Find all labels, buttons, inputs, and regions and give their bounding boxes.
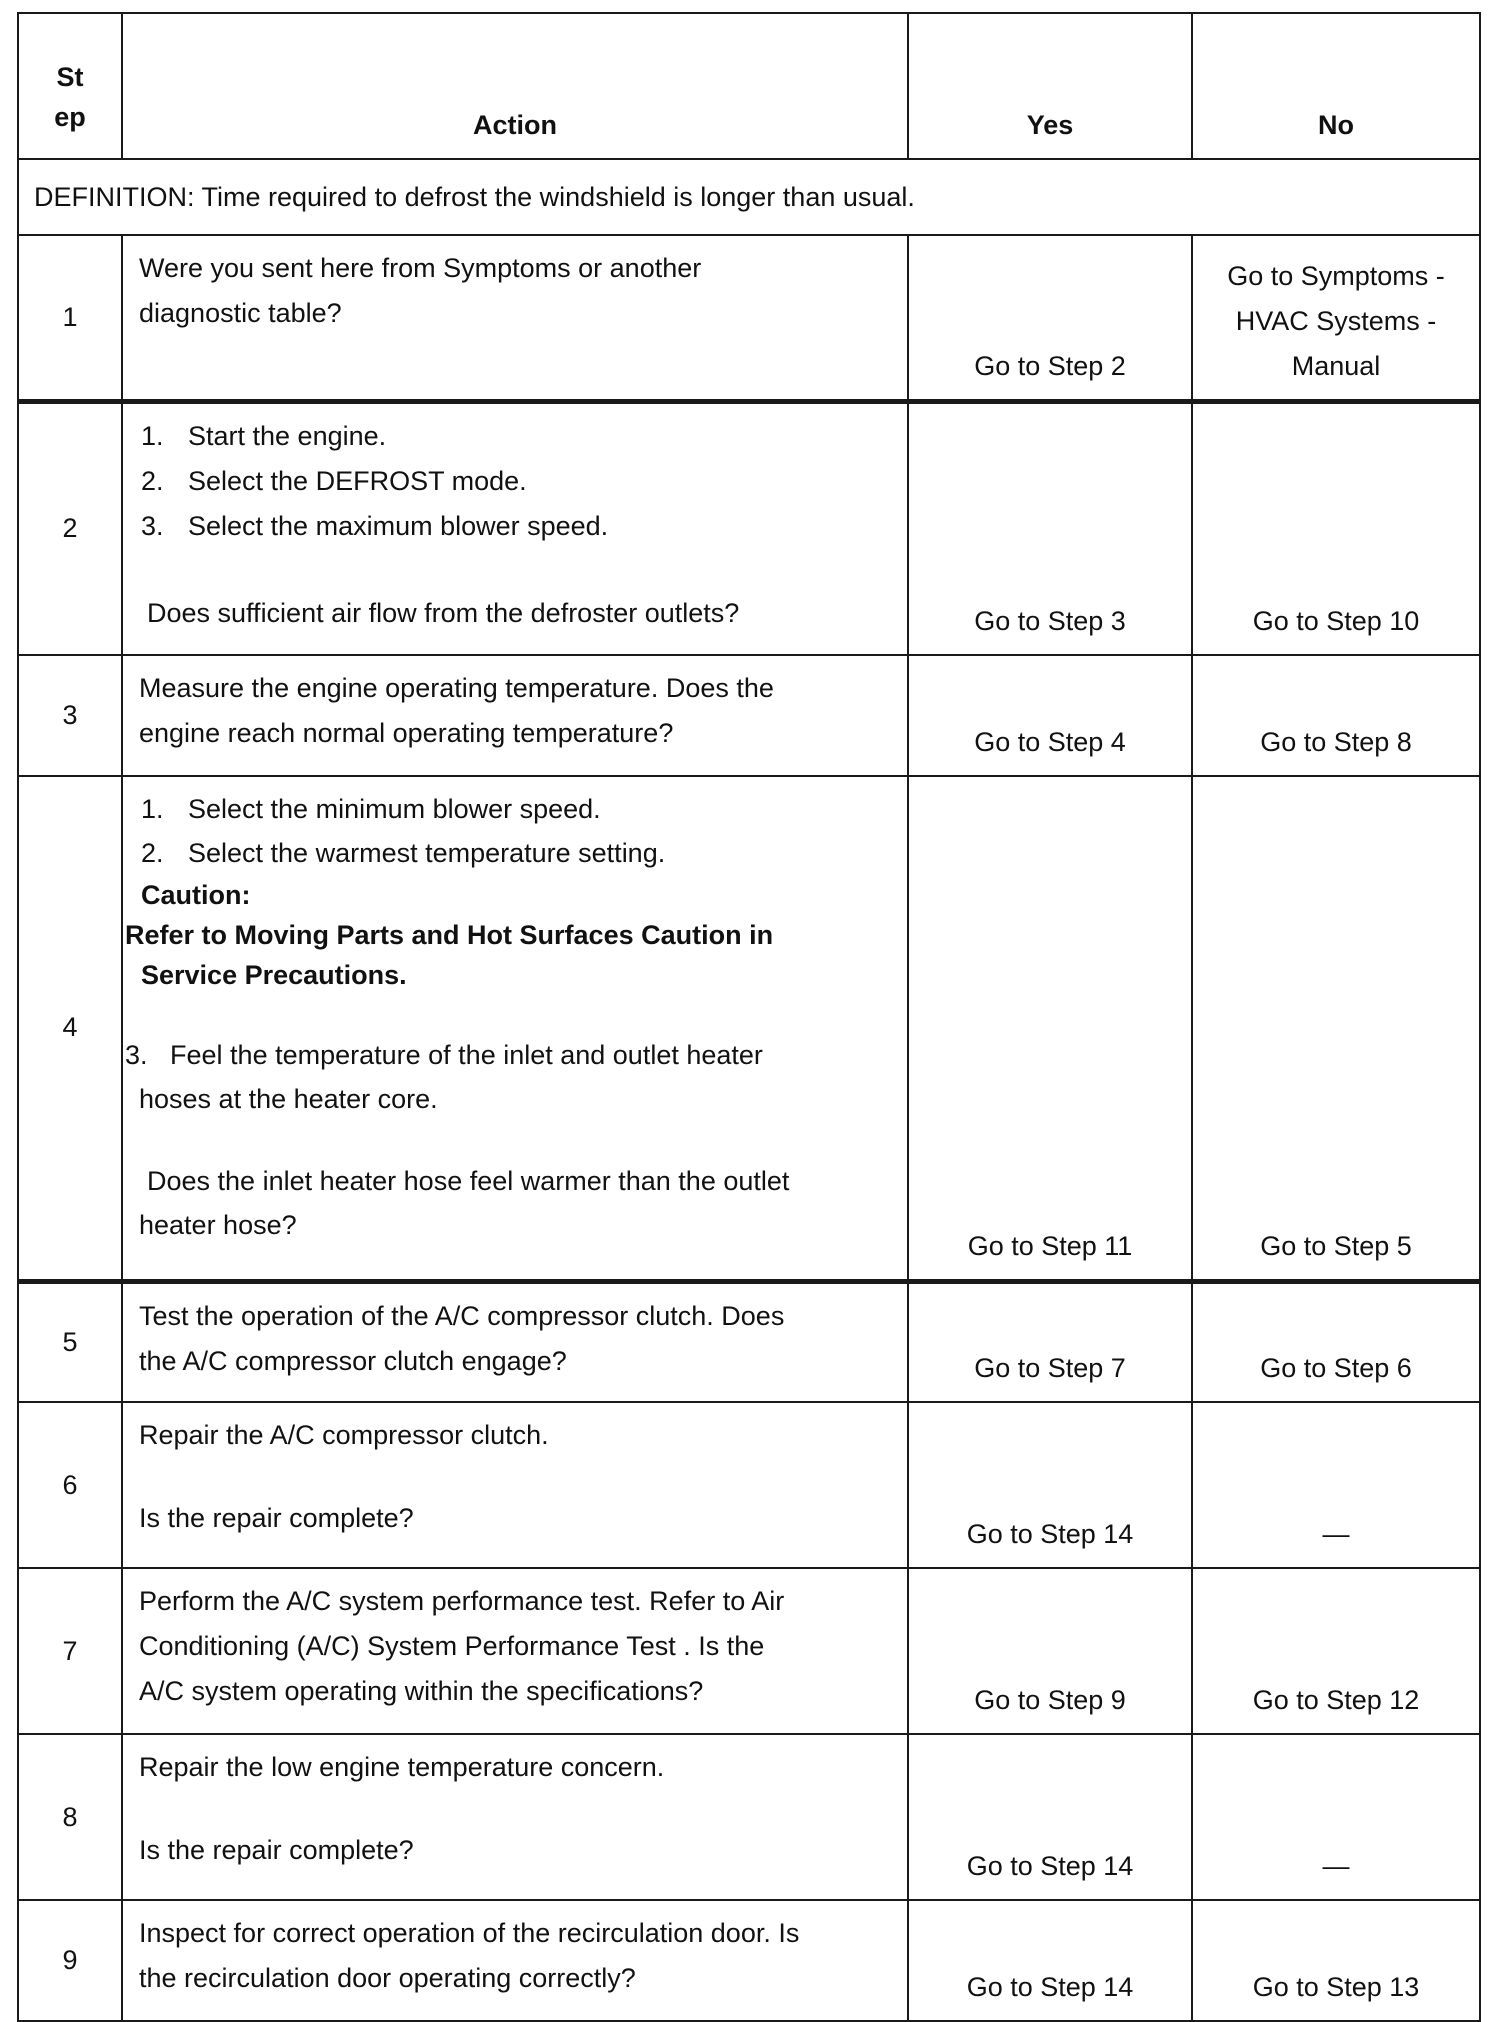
step-number: 3 (18, 655, 122, 776)
definition-row (18, 159, 1480, 235)
action-cell (122, 1402, 908, 1568)
no-cell: Go to Step 6 (1192, 1281, 1480, 1402)
yes-cell: Go to Step 14 (908, 1734, 1192, 1900)
diagnostic-table (17, 12, 1481, 2022)
no-cell: — (1192, 1734, 1480, 1900)
step-number: 2 (18, 401, 122, 655)
question-text: Is the repair complete? (139, 1503, 414, 1533)
no-cell: Go to Step 10 (1192, 401, 1480, 655)
no-line: Manual (1291, 350, 1381, 381)
action-line: engine reach normal operating temperature? (139, 718, 674, 748)
step-column-header (18, 13, 122, 159)
action-line: A/C system operating within the specifications? (139, 1676, 704, 1706)
table-row (18, 1402, 1480, 1568)
question-text: Is the repair complete? (139, 1835, 414, 1865)
yes-cell: Go to Step 4 (908, 655, 1192, 776)
no-line: Go to Symptoms - (1227, 260, 1445, 291)
action-line: the recirculation door operating correctly? (139, 1963, 636, 1993)
yes-cell: Go to Step 11 (908, 776, 1192, 1281)
yes-cell: Go to Step 3 (908, 401, 1192, 655)
table-row (18, 1900, 1480, 2021)
action-line: Measure the engine operating temperature. Does the (139, 673, 774, 703)
caution-label: Caution: (141, 880, 251, 910)
no-line: HVAC Systems - (1235, 305, 1437, 336)
yes-cell: Go to Step 14 (908, 1900, 1192, 2021)
list-item: 1. Start the engine. (141, 420, 387, 451)
action-line: Repair the A/C compressor clutch. (139, 1420, 549, 1450)
action-cell (122, 1900, 908, 2021)
yes-cell: Go to Step 7 (908, 1281, 1192, 1402)
no-cell: Go to Step 13 (1192, 1900, 1480, 2021)
list-item: 3. Feel the temperature of the inlet and outlet heater (125, 1040, 763, 1070)
list-item: 2. Select the warmest temperature setting. (141, 838, 666, 868)
action-line: Were you sent here from Symptoms or another (139, 253, 702, 283)
step-header-line: ep (54, 102, 86, 132)
table-row (18, 1281, 1480, 1402)
step-number: 7 (18, 1568, 122, 1734)
table-header-row (18, 13, 1480, 159)
action-line: Perform the A/C system performance test. Refer to Air (139, 1586, 785, 1616)
table-row (18, 401, 1480, 655)
table-row (18, 1734, 1480, 1900)
no-cell: Go to Step 5 (1192, 776, 1480, 1281)
action-column-header: Action (122, 13, 908, 159)
step-number: 8 (18, 1734, 122, 1900)
table-row (18, 655, 1480, 776)
step-header-line: St (56, 62, 84, 92)
action-cell (122, 1281, 908, 1402)
action-line: diagnostic table? (139, 298, 342, 328)
no-column-header: No (1192, 13, 1480, 159)
action-cell (122, 776, 908, 1281)
yes-column-header: Yes (908, 13, 1192, 159)
action-line: Repair the low engine temperature concern. (139, 1752, 665, 1782)
action-cell (122, 235, 908, 401)
action-cell (122, 655, 908, 776)
list-item: 3. Select the maximum blower speed. (141, 510, 609, 541)
step-number: 6 (18, 1402, 122, 1568)
step-number: 4 (18, 776, 122, 1281)
yes-cell: Go to Step 9 (908, 1568, 1192, 1734)
table-row (18, 776, 1480, 1281)
list-item-continuation: hoses at the heater core. (139, 1084, 438, 1114)
action-line: the A/C compressor clutch engage? (139, 1345, 567, 1376)
caution-text: Refer to Moving Parts and Hot Surfaces Caution in (125, 920, 774, 950)
action-line: Test the operation of the A/C compressor clutch. Does (139, 1300, 785, 1331)
table-row (18, 1568, 1480, 1734)
definition-text: DEFINITION: Time required to defrost the windshield is longer than usual. (18, 159, 1480, 235)
no-cell: Go to Step 8 (1192, 655, 1480, 776)
action-line: Inspect for correct operation of the recirculation door. Is (139, 1918, 800, 1948)
step-number: 5 (18, 1281, 122, 1402)
yes-cell: Go to Step 2 (908, 235, 1192, 401)
no-cell: — (1192, 1402, 1480, 1568)
action-cell (122, 401, 908, 655)
action-cell (122, 1568, 908, 1734)
table-row (18, 235, 1480, 401)
question-text: heater hose? (139, 1210, 297, 1240)
action-cell (122, 1734, 908, 1900)
action-line: Conditioning (A/C) System Performance Test . Is the (139, 1631, 765, 1661)
list-item: 1. Select the minimum blower speed. (141, 794, 601, 824)
step-number: 9 (18, 1900, 122, 2021)
step-number: 1 (18, 235, 122, 401)
list-item: 2. Select the DEFROST mode. (141, 465, 527, 496)
no-cell: Go to Step 12 (1192, 1568, 1480, 1734)
no-cell (1192, 235, 1480, 401)
yes-cell: Go to Step 14 (908, 1402, 1192, 1568)
question-text: Does sufficient air flow from the defroster outlets? (147, 597, 740, 628)
caution-text: Service Precautions. (141, 960, 407, 990)
question-text: Does the inlet heater hose feel warmer than the outlet (147, 1166, 790, 1196)
